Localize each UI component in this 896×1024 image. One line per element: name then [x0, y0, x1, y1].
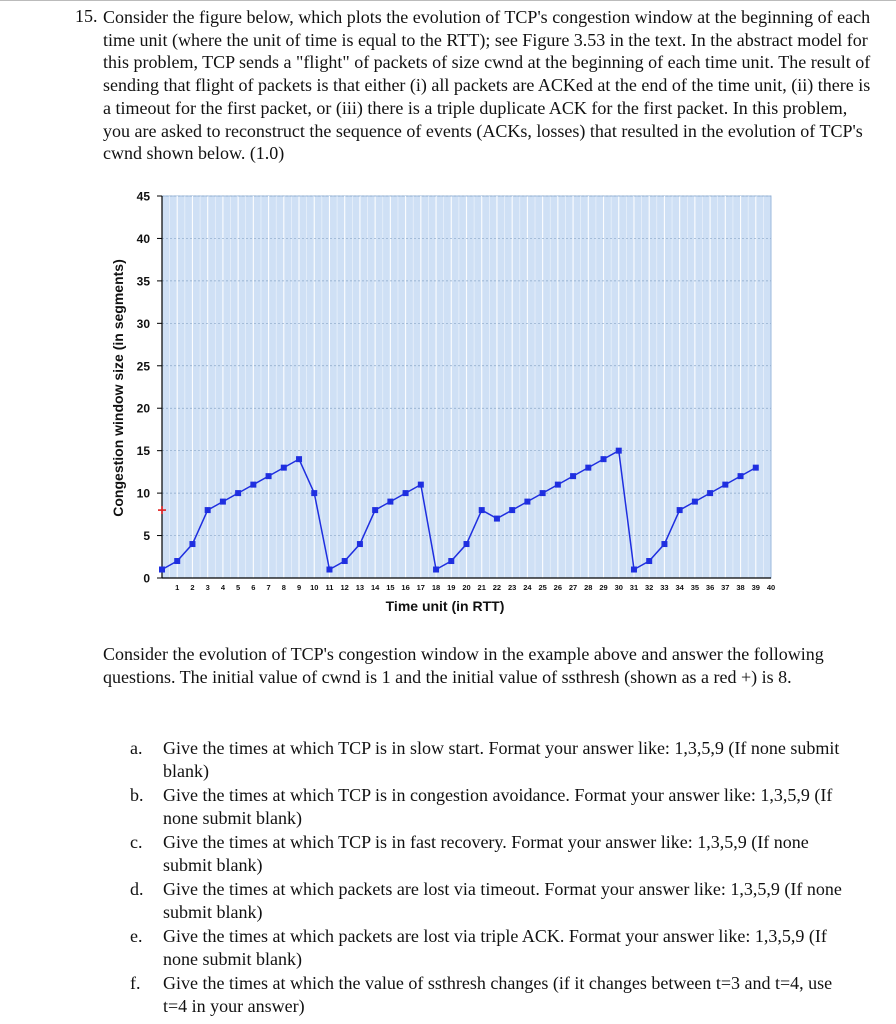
x-tick-label: 39	[751, 583, 760, 592]
data-point	[448, 558, 454, 564]
x-tick-label: 6	[251, 583, 256, 592]
data-point	[250, 482, 256, 488]
item-label: e.	[130, 926, 143, 946]
data-point	[387, 499, 393, 505]
x-tick-label: 15	[386, 583, 395, 592]
data-point	[418, 482, 424, 488]
y-tick-label: 45	[136, 189, 150, 204]
x-tick-label: 30	[614, 583, 623, 592]
data-point	[646, 558, 652, 564]
data-point	[403, 490, 409, 496]
x-axis-label: Time unit (in RTT)	[385, 598, 505, 614]
x-tick-label: 19	[447, 583, 456, 592]
item-label: d.	[130, 879, 144, 899]
x-tick-label: 34	[675, 583, 684, 592]
x-tick-label: 7	[266, 583, 271, 592]
question-item-e	[130, 925, 850, 971]
cwnd-chart-svg	[100, 188, 790, 620]
data-point	[464, 541, 470, 547]
y-tick-label: 15	[136, 444, 150, 459]
data-point	[631, 567, 637, 573]
data-point	[738, 473, 744, 479]
cwnd-chart	[100, 188, 790, 620]
data-point	[494, 516, 500, 522]
data-point	[189, 541, 195, 547]
data-point	[753, 465, 759, 471]
x-tick-label: 12	[340, 583, 349, 592]
x-tick-label: 2	[190, 583, 195, 592]
data-point	[692, 499, 698, 505]
x-tick-label: 4	[220, 583, 225, 592]
top-rule	[0, 0, 896, 1]
data-point	[281, 465, 287, 471]
x-tick-label: 10	[310, 583, 319, 592]
y-tick-label: 35	[136, 274, 150, 289]
y-tick-label: 5	[143, 529, 150, 544]
data-point	[540, 490, 546, 496]
item-label: c.	[130, 832, 143, 852]
y-tick-label: 10	[136, 486, 150, 501]
data-point	[311, 490, 317, 496]
x-tick-label: 29	[599, 583, 608, 592]
data-point	[722, 482, 728, 488]
data-point	[433, 567, 439, 573]
x-tick-label: 35	[690, 583, 700, 592]
y-tick-label: 25	[136, 359, 150, 374]
data-point	[372, 507, 378, 513]
item-label: f.	[130, 973, 141, 993]
x-tick-label: 25	[538, 583, 547, 592]
data-point	[509, 507, 515, 513]
question-item-d	[130, 878, 850, 924]
x-tick-label: 17	[416, 583, 425, 592]
data-point	[661, 541, 667, 547]
data-point	[205, 507, 211, 513]
item-text: Give the times at which packets are lost via timeout. Format your answer like: 1,3,5,9 (If none submit blank)	[163, 879, 842, 922]
x-tick-label: 5	[236, 583, 241, 592]
data-point	[585, 465, 591, 471]
item-text: Give the times at which TCP is in congestion avoidance. Format your answer like: 1,3,5,9 (If none submit blank)	[163, 785, 833, 828]
x-tick-label: 22	[492, 583, 502, 592]
item-label: b.	[130, 785, 144, 805]
item-label: a.	[130, 738, 143, 758]
x-tick-label: 13	[355, 583, 365, 592]
item-text: Give the times at which packets are lost via triple ACK. Format your answer like: 1,3,5,9 (If none submit blank)	[163, 926, 827, 969]
x-tick-label: 18	[431, 583, 441, 592]
y-tick-label: 40	[136, 231, 150, 246]
x-tick-label: 1	[175, 583, 180, 592]
question-number: 15.	[75, 6, 98, 26]
question-list	[130, 737, 850, 1019]
question-intro: Consider the figure below, which plots the evolution of TCP's congestion window at the beginning of each time unit (where the unit of time is equal to the RTT); see Figure 3.53 in the text. In the abstract model for this problem, TCP sends a "flight" of packets of size cwnd at the beginning of each time unit. The result of sending that flight of packets is that either (i) all packets are ACKed at the end of the time unit, (ii) there is a timeout for the first packet, or (iii) there is a triple duplicate ACK for the first packet. In this problem, you are asked to reconstruct the sequence of events (ACKs, losses) that resulted in the evolution of TCP's cwnd shown below. (1.0)	[103, 7, 871, 164]
data-point	[616, 448, 622, 454]
x-tick-label: 36	[705, 583, 715, 592]
x-tick-label: 32	[645, 583, 654, 592]
question-item-b	[130, 784, 850, 830]
x-tick-label: 26	[553, 583, 563, 592]
data-point	[342, 558, 348, 564]
x-tick-label: 9	[296, 583, 302, 592]
y-tick-label: 0	[143, 571, 150, 586]
item-text: Give the times at which the value of ssthresh changes (if it changes between t=3 and t=4, use t=4 in your answer)	[163, 973, 833, 1016]
data-point	[326, 567, 332, 573]
x-tick-label: 40	[766, 583, 776, 592]
question-item-a	[130, 737, 850, 783]
x-tick-label: 28	[584, 583, 593, 592]
x-tick-label: 16	[401, 583, 410, 592]
data-point	[677, 507, 683, 513]
consider-text: Consider the evolution of TCP's congestion window in the example above and answer the following questions. The initial value of cwnd is 1 and the initial value of ssthresh (shown as a red +) is 8.	[103, 644, 824, 687]
x-tick-label: 38	[736, 583, 745, 592]
data-point	[235, 490, 241, 496]
data-point	[174, 558, 180, 564]
data-point	[570, 473, 576, 479]
data-point	[220, 499, 226, 505]
data-point	[524, 499, 530, 505]
data-point	[479, 507, 485, 513]
data-point	[601, 456, 607, 462]
x-tick-label: 27	[568, 583, 578, 592]
y-tick-label: 20	[136, 401, 150, 416]
x-tick-label: 33	[660, 583, 669, 592]
x-tick-label: 31	[629, 583, 639, 592]
data-point	[707, 490, 713, 496]
y-axis-label: Congestion window size (in segments)	[110, 259, 126, 517]
item-text: Give the times at which TCP is in fast recovery. Format your answer like: 1,3,5,9 (If none submit blank)	[163, 832, 809, 875]
x-tick-label: 11	[325, 583, 334, 592]
x-tick-label: 14	[370, 583, 380, 592]
x-tick-label: 3	[205, 583, 210, 592]
data-point	[357, 541, 363, 547]
question-item-c	[130, 831, 850, 877]
x-tick-label: 8	[281, 583, 286, 592]
data-point	[296, 456, 302, 462]
x-tick-label: 21	[477, 583, 486, 592]
x-tick-label: 23	[508, 583, 517, 592]
question-item-f	[130, 972, 850, 1018]
x-tick-label: 20	[462, 583, 471, 592]
y-tick-label: 30	[136, 316, 150, 331]
data-point	[266, 473, 272, 479]
x-tick-label: 24	[523, 583, 532, 592]
data-point	[159, 567, 165, 573]
item-text: Give the times at which TCP is in slow start. Format your answer like: 1,3,5,9 (If none submit blank)	[163, 738, 840, 781]
data-point	[555, 482, 561, 488]
x-tick-label: 37	[721, 583, 730, 592]
